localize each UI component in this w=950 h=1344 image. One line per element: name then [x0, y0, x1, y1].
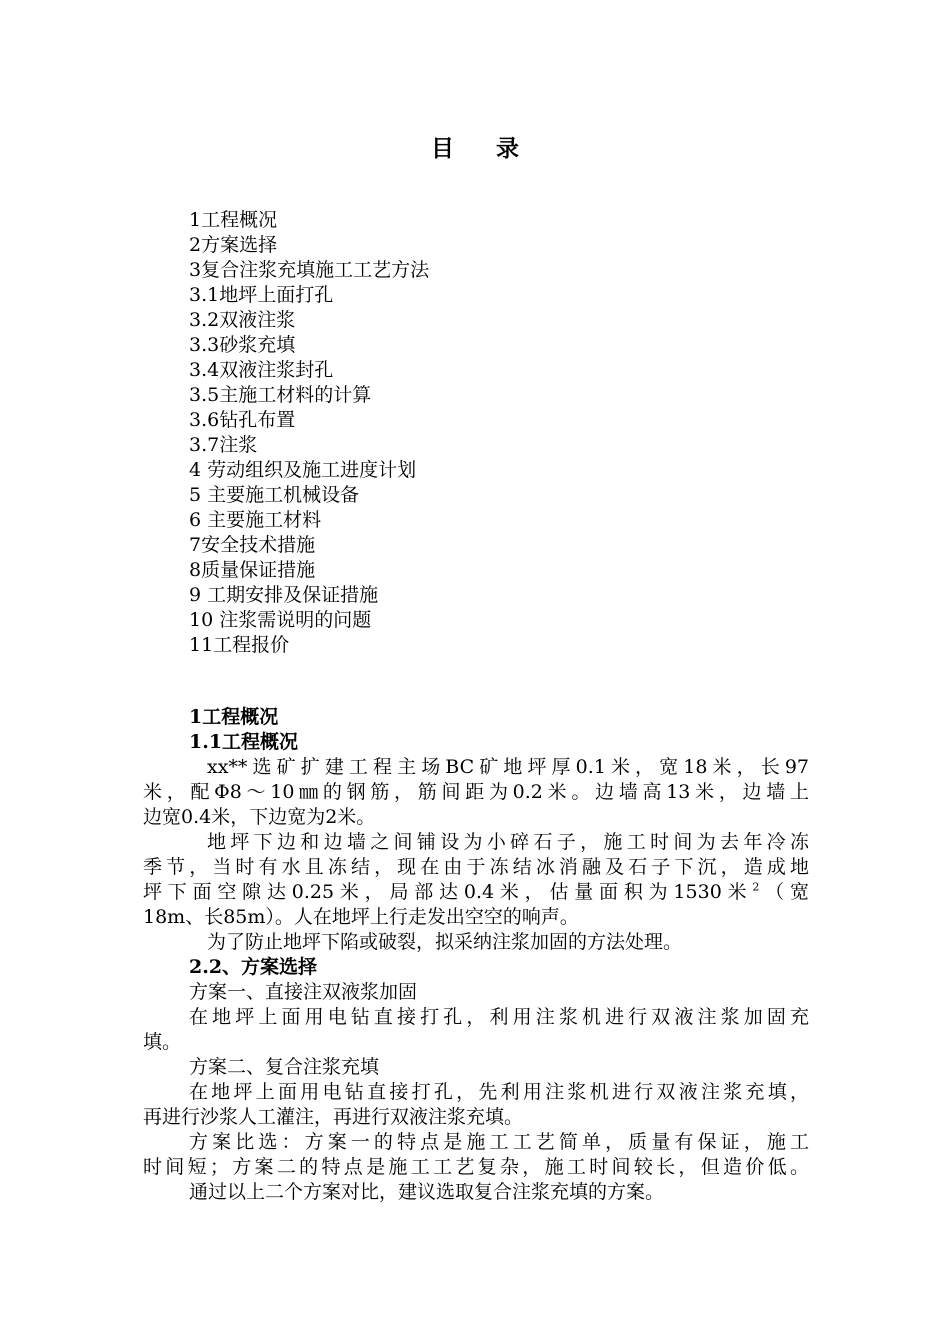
paragraph-line: 方案比选：方案一的特点是施工工艺简单，质量有保证，施工: [189, 1131, 809, 1153]
section-heading-scheme-selection: 2.2、方案选择: [189, 956, 318, 978]
toc-item[interactable]: 1工程概况: [189, 209, 278, 231]
toc-item[interactable]: 11工程报价: [189, 634, 290, 656]
option-one-title: 方案一、直接注双液浆加固: [189, 981, 418, 1003]
paragraph-line: 边宽0.4米，下边宽为2米。: [143, 806, 376, 828]
paragraph-line: 为了防止地坪下陷或破裂，拟采纳注浆加固的方法处理。: [207, 931, 683, 953]
paragraph-line: 在地坪上面用电钻直接打孔，利用注浆机进行双液注浆加固充: [189, 1006, 809, 1028]
area-text-cont: （宽: [759, 881, 809, 903]
toc-item[interactable]: 5 主要施工机械设备: [189, 484, 360, 506]
square-superscript: 2: [752, 880, 760, 894]
paragraph-line: 地坪下边和边墙之间铺设为小碎石子，施工时间为去年冷冻: [207, 831, 809, 853]
paragraph-line: 再进行沙浆人工灌注，再进行双液注浆充填。: [143, 1106, 524, 1128]
toc-title-char-1: 目: [431, 135, 454, 162]
paragraph-line: 18m、长85m）。人在地坪上行走发出空空的响声。: [143, 906, 579, 928]
toc-item[interactable]: 4 劳动组织及施工进度计划: [189, 459, 417, 481]
toc-item[interactable]: 3.3砂浆充填: [189, 334, 296, 356]
option-two-title: 方案二、复合注浆充填: [189, 1056, 380, 1078]
toc-item[interactable]: 3.1地坪上面打孔: [189, 284, 334, 306]
paragraph-line: [143, 880, 809, 905]
table-of-contents: [189, 208, 829, 658]
paragraph-line: 时间短；方案二的特点是施工工艺复杂，施工时间较长，但造价低。: [143, 1156, 809, 1178]
toc-item[interactable]: 7安全技术措施: [189, 534, 316, 556]
section-heading-project-overview: 1工程概况: [189, 706, 279, 728]
paragraph-line: 通过以上二个方案对比，建议选取复合注浆充填的方案。: [189, 1181, 665, 1203]
toc-item[interactable]: 3.6钻孔布置: [189, 409, 296, 431]
paragraph-line: 在地坪上面用电钻直接打孔，先利用注浆机进行双液注浆充填，: [189, 1081, 809, 1103]
toc-item[interactable]: 10 注浆需说明的问题: [189, 609, 372, 631]
toc-item[interactable]: 2方案选择: [189, 234, 278, 256]
toc-item[interactable]: 3.2双液注浆: [189, 309, 296, 331]
paragraph-line: 季节，当时有水且冻结，现在由于冻结冰消融及石子下沉，造成地: [143, 856, 809, 878]
toc-title: [0, 131, 950, 167]
document-body: [143, 705, 809, 1205]
toc-title-char-2: 录: [496, 135, 519, 162]
paragraph-line: 米，配Φ8～10㎜的钢筋，筋间距为0.2米。边墙高13米，边墙上: [143, 781, 809, 803]
paragraph-line: 填。: [143, 1031, 182, 1053]
toc-item[interactable]: 3.4双液注浆封孔: [189, 359, 334, 381]
toc-item[interactable]: 3复合注浆充填施工工艺方法: [189, 259, 430, 281]
subsection-heading-project-overview: 1.1工程概况: [189, 731, 299, 753]
paragraph-line: xx**选矿扩建工程主场BC矿地坪厚0.1米，宽18米，长97: [207, 756, 809, 778]
toc-item[interactable]: 6 主要施工材料: [189, 509, 322, 531]
toc-item[interactable]: 3.5主施工材料的计算: [189, 384, 372, 406]
toc-item[interactable]: 3.7注浆: [189, 434, 258, 456]
toc-item[interactable]: 8质量保证措施: [189, 559, 316, 581]
toc-item[interactable]: 9 工期安排及保证措施: [189, 584, 379, 606]
area-text: 坪下面空隙达0.25米，局部达0.4米，估量面积为1530米: [143, 881, 753, 903]
